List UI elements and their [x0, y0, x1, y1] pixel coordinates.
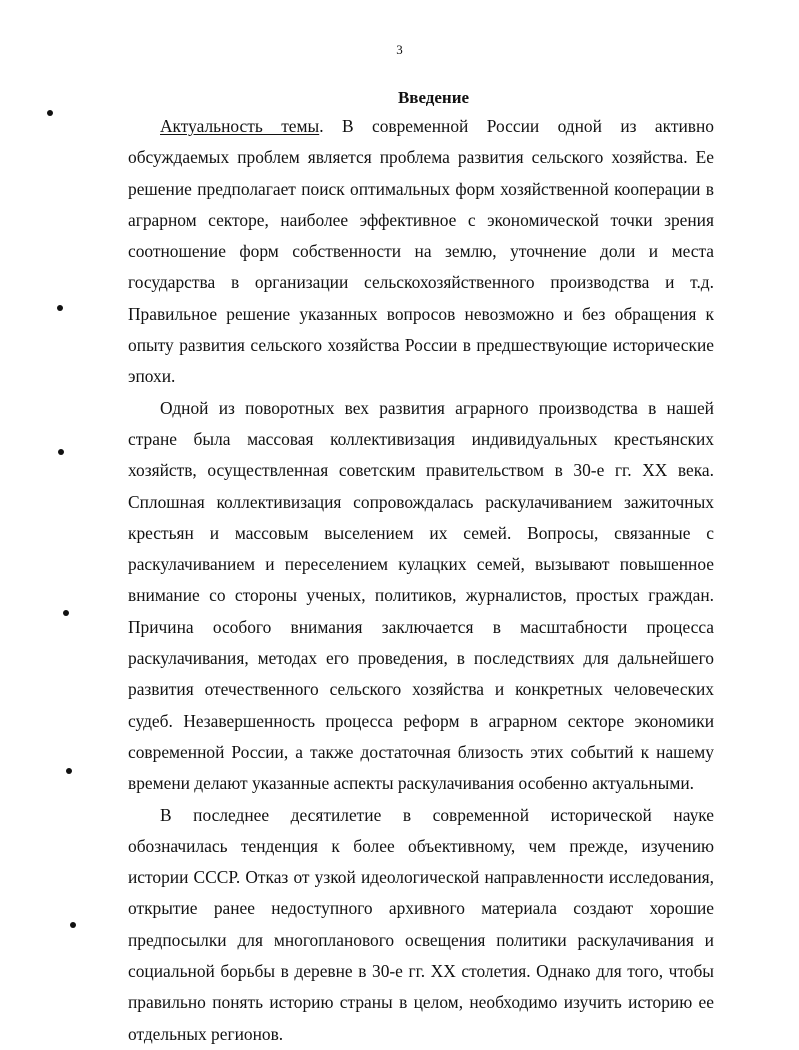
binding-mark	[47, 110, 53, 116]
paragraph-relevance	[128, 111, 714, 393]
binding-mark	[58, 449, 64, 455]
paragraph-text: . В современной России одной из активно обсуждаемых проблем является проблема развития сельского хозяйства. Ее решение предполагает поиск оптимальных форм хозяйственной кооперации в аграрном секторе, наиболее эффективное с экономической точки зрения соотношение форм собственности на землю, уточнение доли и места государства в организации сельскохозяйственного производства и т.д. Правильное решение указанных вопросов невозможно и без обращения к опыту развития сельского хозяйства России в предшествующие исторические эпохи.	[128, 116, 714, 387]
binding-mark	[70, 922, 76, 928]
binding-mark	[57, 305, 63, 311]
paragraph-historiography: В последнее десятилетие в современной исторической науке обозначилась тенденция к более объективному, чем прежде, изучению истории СССР. Отказ от узкой идеологической направленности исследования, открытие ранее недоступного архивного материала создают хорошие предпосылки для многопланового освещения политики раскулачивания и социальной борьбы в деревне в 30-е гг. XX столетия. Однако для того, чтобы правильно понять историю страны в целом, необходимо изучить историю ее отдельных регионов.	[128, 804, 714, 1044]
page-number: 3	[396, 42, 403, 57]
binding-mark	[66, 768, 72, 774]
paragraph-collectivization: Одной из поворотных вех развития аграрного производства в нашей стране была массовая коллективизация индивидуальных крестьянских хозяйств, осуществленная советским правительством в 30-е гг. XX века. Сплошная коллективизация сопровождалась раскулачиванием зажиточных крестьян и массовым выселением их семей. Вопросы, связанные с раскулачиванием и переселением кулацких семей, вызывают повышенное внимание со стороны ученых, политиков, журналистов, простых граждан. Причина особого внимания заключается в масштабности процесса раскулачивания, методах его проведения, в последствиях для дальнейшего развития отечественного сельского хозяйства и конкретных человеческих судеб. Незавершенность процесса реформ в аграрном секторе экономики современной России, а также достаточная близость этих событий к нашему времени делают указанные аспекты раскулачивания особенно актуальными.	[128, 397, 714, 794]
section-heading: Введение	[397, 88, 470, 107]
body-text	[128, 111, 714, 1050]
relevance-term: Актуальность темы	[160, 116, 320, 136]
binding-mark	[63, 610, 69, 616]
